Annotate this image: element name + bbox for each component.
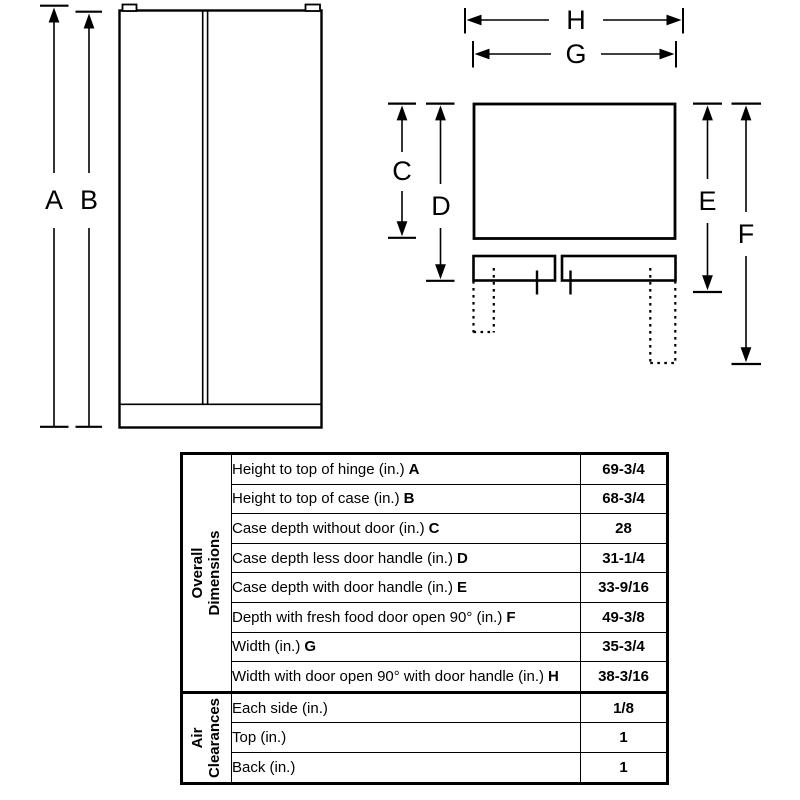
dimension-arrow-d: [426, 104, 455, 281]
label-e: E: [698, 186, 717, 216]
dimension-arrow-h: [465, 5, 683, 35]
refrigerator-top-view: [474, 104, 676, 364]
arrowhead-down-icon: [435, 264, 446, 279]
row-label: Case depth without door (in.): [232, 519, 425, 537]
row-value: 28: [581, 514, 668, 544]
arrowhead-right-icon: [660, 49, 675, 60]
arrowhead-up-icon: [49, 8, 60, 23]
dimension-arrow-b: [76, 12, 103, 427]
refrigerator-front-view: [120, 5, 322, 428]
row-label-cell: [232, 752, 581, 783]
arrowhead-left-icon: [475, 49, 490, 60]
row-value: 33-9/16: [581, 573, 668, 603]
dimension-arrow-g: [473, 39, 676, 69]
row-label: Width (in.): [232, 638, 301, 656]
label-f: F: [737, 219, 755, 249]
row-label-cell: [232, 543, 581, 573]
table-row: [182, 752, 668, 783]
freezer-door-top: [474, 256, 556, 281]
row-label-cell: [232, 602, 581, 632]
table-row: [182, 454, 668, 485]
row-value: 35-3/4: [581, 632, 668, 662]
arrowhead-down-icon: [702, 275, 713, 290]
row-label: Depth with fresh food door open 90° (in.): [232, 608, 503, 626]
hinge-left: [123, 5, 137, 12]
arrowhead-up-icon: [397, 105, 408, 120]
dimension-arrow-a: [40, 6, 69, 427]
row-label: Back (in.): [232, 758, 296, 776]
table-row: [182, 632, 668, 662]
table-row: [182, 723, 668, 753]
row-key: D: [456, 549, 468, 567]
group-header-label: Air Clearances: [189, 697, 223, 778]
label-b: B: [79, 185, 99, 215]
group-header-air-clearances: [182, 692, 232, 783]
label-h: H: [566, 5, 586, 35]
row-label: Case depth with door handle (in.): [232, 579, 453, 597]
arrowhead-up-icon: [741, 105, 752, 120]
row-key: B: [403, 490, 415, 508]
row-key: G: [304, 638, 317, 656]
arrowhead-down-icon: [741, 347, 752, 362]
table-row: [182, 514, 668, 544]
row-value: 49-3/8: [581, 602, 668, 632]
fridge-case-outline: [120, 11, 322, 428]
row-value: 31-1/4: [581, 543, 668, 573]
row-label-cell: [232, 484, 581, 514]
table-row: [182, 662, 668, 693]
row-label-cell: [232, 662, 581, 693]
hinge-right: [306, 5, 321, 12]
row-label: Case depth less door handle (in.): [232, 549, 453, 567]
dimension-arrow-f: [732, 104, 762, 364]
row-label: Each side (in.): [232, 699, 328, 717]
row-label-cell: [232, 632, 581, 662]
table-row: [182, 484, 668, 514]
dimension-arrow-e: [693, 104, 722, 292]
table-row: [182, 602, 668, 632]
row-value: 68-3/4: [581, 484, 668, 514]
row-label: Height to top of hinge (in.): [232, 460, 405, 478]
row-key: C: [428, 519, 440, 537]
row-label-cell: [232, 573, 581, 603]
row-label: Height to top of case (in.): [232, 490, 400, 508]
case-top-outline: [474, 104, 675, 239]
arrowhead-up-icon: [84, 14, 95, 29]
row-label: Width with door open 90° with door handle (in.): [232, 667, 545, 685]
label-c: C: [392, 156, 412, 186]
row-label: Top (in.): [232, 729, 287, 747]
label-d: D: [431, 191, 451, 221]
group-header-overall-dimensions: [182, 454, 232, 693]
row-value: 1: [581, 723, 668, 753]
row-value: 69-3/4: [581, 454, 668, 485]
row-label-cell: [232, 454, 581, 485]
row-key: A: [408, 460, 420, 478]
row-key: E: [456, 579, 467, 597]
row-label-cell: [232, 723, 581, 753]
arrowhead-left-icon: [467, 15, 482, 26]
table-row: [182, 692, 668, 723]
arrowhead-up-icon: [435, 105, 446, 120]
arrowhead-up-icon: [702, 105, 713, 120]
open-door-handle-dashed-right: [650, 268, 675, 364]
row-value: 38-3/16: [581, 662, 668, 693]
label-g: G: [565, 39, 587, 69]
group-header-label: Overall Dimensions: [189, 530, 223, 616]
table-row: [182, 543, 668, 573]
row-label-cell: [232, 514, 581, 544]
fresh-food-door-top: [562, 256, 676, 281]
label-a: A: [44, 185, 64, 215]
arrowhead-down-icon: [397, 221, 408, 236]
row-key: H: [548, 667, 559, 685]
row-key: F: [506, 608, 516, 626]
table-row: [182, 573, 668, 603]
row-value: 1/8: [581, 692, 668, 723]
row-value: 1: [581, 752, 668, 783]
arrowhead-right-icon: [667, 15, 682, 26]
row-label-cell: [232, 692, 581, 723]
dimensions-table: [180, 452, 669, 785]
dimension-arrow-c: [388, 104, 416, 238]
